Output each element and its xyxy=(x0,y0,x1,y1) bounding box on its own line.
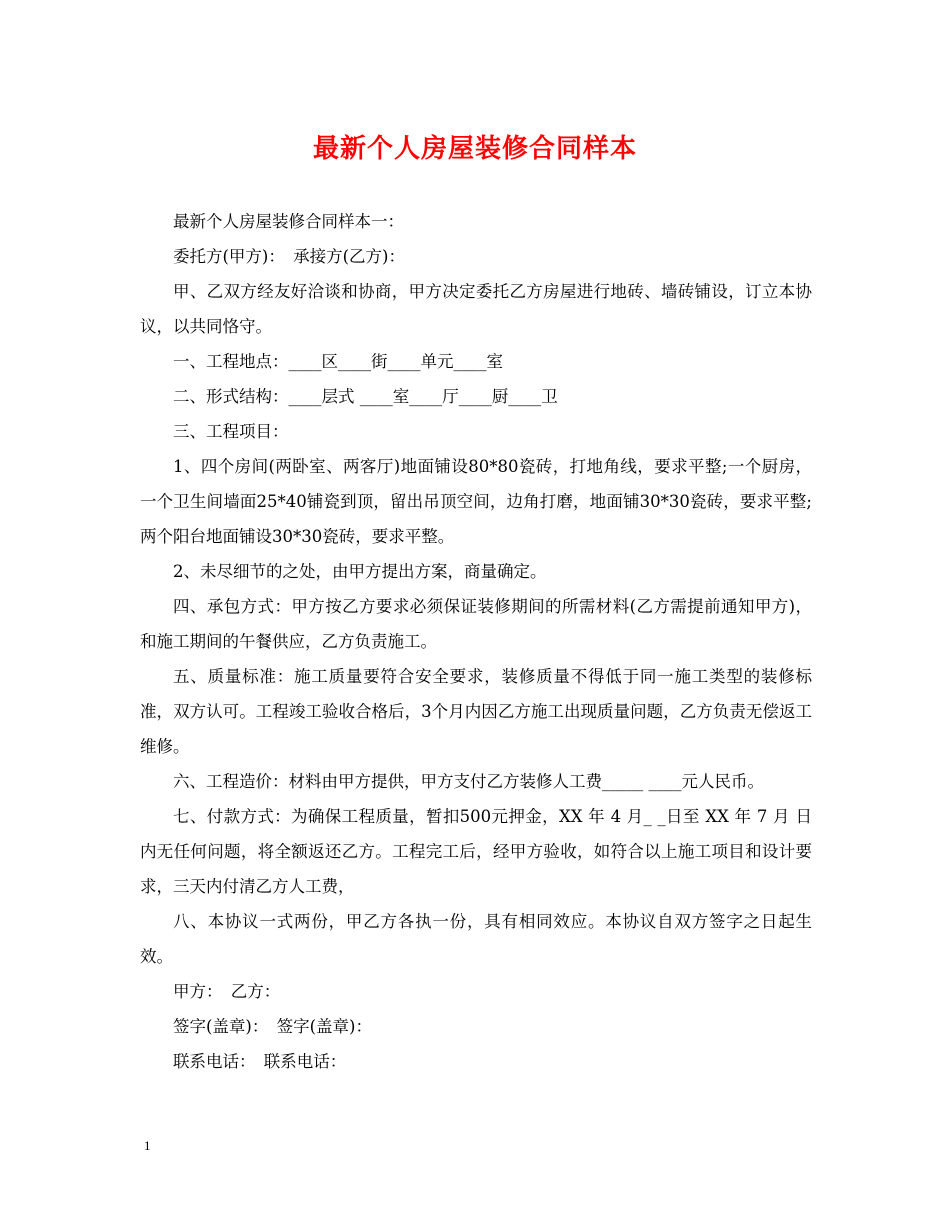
signature-parties: 甲方： 乙方： xyxy=(173,982,281,1001)
signature-phone: 联系电话： 联系电话： xyxy=(173,1052,347,1071)
clause-payment: 七、付款方式：为确保工程质量，暂扣500元押金，XX 年 4 月_ _日至 XX 年 7 月 日内无任何问题，将全额返还乙方。工程完工后，经甲方验收，如符合以上施工项目和设计要求，三天内付清乙方人工费， xyxy=(140,807,812,896)
clause-items-heading: 三、工程项目： xyxy=(173,422,289,441)
clause-item-1: 1、四个房间(两卧室、两客厅)地面铺设80*80瓷砖，打地角线，要求平整;一个厨房，一个卫生间墙面25*40铺瓷到顶，留出吊顶空间，边角打磨，地面铺30*30瓷砖，要求平整;两个阳台地面铺设30*30瓷砖，要求平整。 xyxy=(140,457,812,546)
clause-structure: 二、形式结构：____层式 ____室____厅____厨____卫 xyxy=(173,387,558,406)
clause-quality: 五、质量标准：施工质量要符合安全要求，装修质量不得低于同一施工类型的装修标准，双方认可。工程竣工验收合格后，3个月内因乙方施工出现质量问题，乙方负责无偿返工维修。 xyxy=(140,667,812,756)
parties-line: 委托方(甲方)： 承接方(乙方)： xyxy=(173,247,405,266)
clause-item-2: 2、未尽细节的之处，由甲方提出方案，商量确定。 xyxy=(173,562,547,581)
page-number: 1 xyxy=(144,1138,151,1153)
clause-location: 一、工程地点：____区____街____单元____室 xyxy=(173,352,503,371)
document-body xyxy=(140,204,812,1079)
document-title: 最新个人房屋装修合同样本 xyxy=(312,134,637,164)
clause-cost: 六、工程造价：材料由甲方提供，甲方支付乙方装修人工费_____ ____元人民币。 xyxy=(173,772,764,791)
clause-effect: 八、本协议一式两份，甲乙方各执一份，具有相同效应。本协议自双方签字之日起生效。 xyxy=(140,912,812,966)
clause-contracting: 四、承包方式：甲方按乙方要求必须保证装修期间的所需材料(乙方需提前通知甲方)，和施工期间的午餐供应，乙方负责施工。 xyxy=(140,597,812,651)
preamble-paragraph: 甲、乙双方经友好洽谈和协商，甲方决定委托乙方房屋进行地砖、墙砖铺设，订立本协议，以共同恪守。 xyxy=(140,282,812,336)
signature-seal: 签字(盖章)： 签字(盖章)： xyxy=(173,1017,372,1036)
intro-heading: 最新个人房屋装修合同样本一： xyxy=(173,212,404,231)
